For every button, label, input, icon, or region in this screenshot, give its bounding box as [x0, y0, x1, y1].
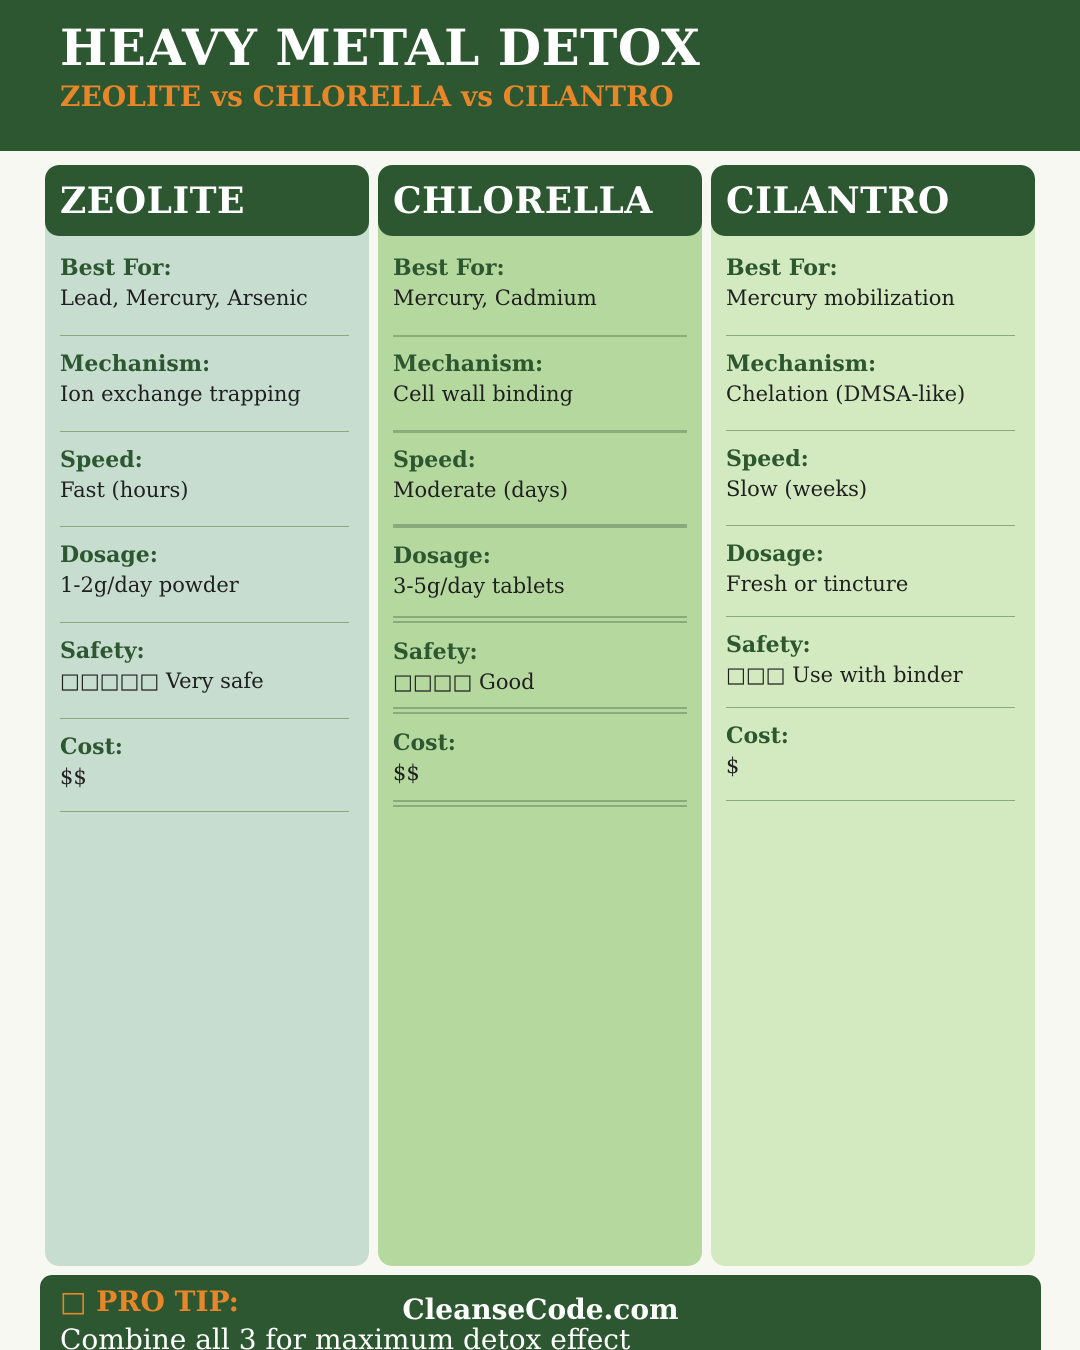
field-dosage [393, 541, 687, 601]
field-label: Safety: [393, 639, 478, 665]
field-value: Fresh or tincture [726, 572, 909, 596]
column-title: CHLORELLA [393, 179, 653, 222]
field-cost [726, 721, 1015, 781]
field-value: □□□□□ Very safe [60, 669, 264, 693]
divider [393, 707, 687, 714]
pro-tip-banner [40, 1275, 1041, 1350]
field-best-for [393, 253, 687, 313]
column-zeolite [45, 165, 369, 1266]
divider [726, 525, 1015, 526]
field-value: Moderate (days) [393, 478, 569, 502]
field-best-for [60, 253, 349, 313]
divider [393, 800, 687, 807]
field-cost [60, 732, 349, 792]
field-value: $ [726, 754, 740, 778]
field-value: Ion exchange trapping [60, 382, 301, 406]
divider [60, 335, 349, 336]
field-dosage [60, 540, 349, 600]
column-title: ZEOLITE [60, 179, 245, 222]
field-value: □□□ Use with binder [726, 663, 963, 687]
field-dosage [726, 539, 1015, 599]
divider [726, 707, 1015, 708]
divider [393, 616, 687, 623]
column-title: CILANTRO [726, 179, 950, 222]
header-banner [0, 0, 1080, 151]
field-safety [726, 630, 1015, 690]
field-value: Cell wall binding [393, 382, 574, 406]
field-mechanism [393, 349, 687, 409]
field-label: Speed: [393, 447, 476, 473]
divider [393, 430, 687, 433]
field-label: Mechanism: [393, 351, 544, 377]
field-label: Dosage: [60, 542, 158, 568]
field-label: Best For: [726, 255, 838, 281]
field-value: □□□□ Good [393, 670, 535, 694]
page-title: HEAVY METAL DETOX [60, 18, 701, 77]
field-label: Dosage: [393, 543, 491, 569]
divider [60, 718, 349, 719]
field-safety [60, 636, 349, 696]
field-mechanism [726, 349, 1015, 409]
column-header [711, 165, 1035, 236]
divider [726, 616, 1015, 617]
field-value: Slow (weeks) [726, 477, 868, 501]
divider [393, 524, 687, 528]
divider [393, 335, 687, 337]
field-label: Best For: [393, 255, 505, 281]
field-label: Speed: [60, 447, 143, 473]
column-header [45, 165, 369, 236]
divider [726, 800, 1015, 801]
site-url: CleanseCode.com [402, 1293, 679, 1326]
field-value: $$ [393, 761, 420, 785]
field-label: Mechanism: [60, 351, 211, 377]
field-value: Mercury mobilization [726, 286, 955, 310]
field-value: Lead, Mercury, Arsenic [60, 286, 308, 310]
pro-tip-text: Combine all 3 for maximum detox effect [60, 1323, 631, 1350]
field-value: 1-2g/day powder [60, 573, 239, 597]
field-value: 3-5g/day tablets [393, 574, 565, 598]
field-label: Dosage: [726, 541, 824, 567]
field-speed [393, 445, 687, 505]
field-safety [393, 637, 687, 697]
field-value: Fast (hours) [60, 478, 189, 502]
divider [60, 526, 349, 527]
field-value: Mercury, Cadmium [393, 286, 597, 310]
field-label: Safety: [726, 632, 811, 658]
field-label: Safety: [60, 638, 145, 664]
field-label: Cost: [726, 723, 789, 749]
field-speed [60, 445, 349, 505]
pro-tip-label: □ PRO TIP: [60, 1285, 239, 1318]
field-best-for [726, 253, 1015, 313]
field-label: Speed: [726, 446, 809, 472]
field-value: Chelation (DMSA-like) [726, 382, 966, 406]
field-label: Cost: [393, 730, 456, 756]
divider [60, 431, 349, 432]
divider [60, 622, 349, 623]
column-chlorella [378, 165, 702, 1266]
field-cost [393, 728, 687, 788]
field-speed [726, 444, 1015, 504]
field-label: Cost: [60, 734, 123, 760]
field-label: Best For: [60, 255, 172, 281]
divider [60, 811, 349, 812]
column-header [378, 165, 702, 236]
divider [726, 335, 1015, 336]
divider [726, 430, 1015, 431]
field-value: $$ [60, 765, 87, 789]
field-mechanism [60, 349, 349, 409]
field-label: Mechanism: [726, 351, 877, 377]
column-cilantro [711, 165, 1035, 1266]
page-subtitle: ZEOLITE vs CHLORELLA vs CILANTRO [60, 80, 674, 113]
